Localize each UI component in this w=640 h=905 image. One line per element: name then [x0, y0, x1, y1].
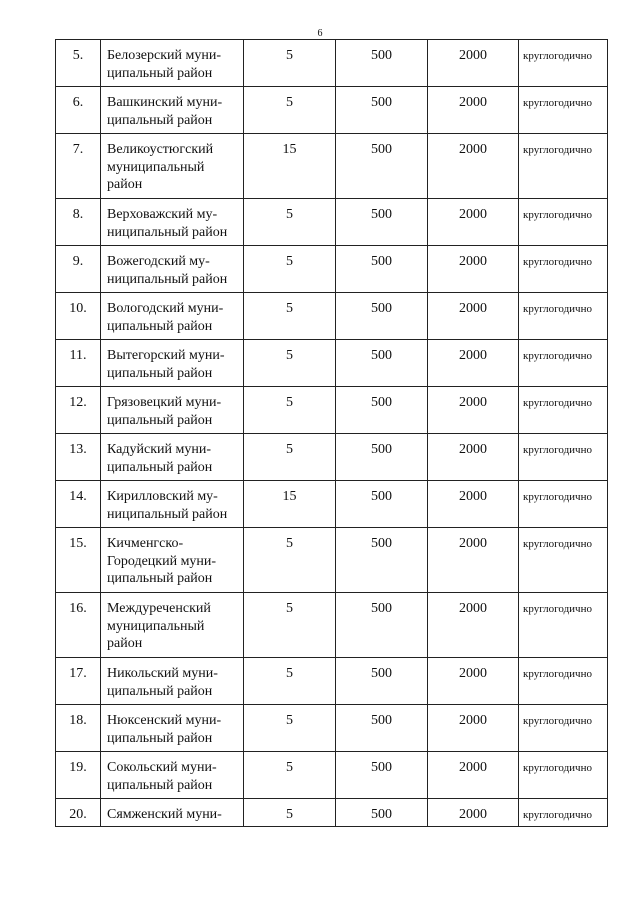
district-name-line: ципальный район	[107, 683, 213, 699]
value-v3: 2000	[428, 799, 519, 827]
period: круглогодично	[519, 40, 608, 87]
period: круглогодично	[519, 293, 608, 340]
table-row	[56, 199, 608, 246]
value-v1: 5	[244, 658, 336, 705]
value-v2: 500	[336, 434, 428, 481]
value-v2: 500	[336, 528, 428, 593]
period: круглогодично	[519, 481, 608, 528]
district-name-line: Вашкинский муни-	[107, 95, 223, 110]
district-name	[101, 481, 244, 528]
value-v3: 2000	[428, 752, 519, 799]
table-row	[56, 705, 608, 752]
district-name-line: ниципальный район	[107, 506, 228, 522]
row-number: 13.	[56, 434, 101, 481]
district-name	[101, 40, 244, 87]
value-v2: 500	[336, 705, 428, 752]
value-v3: 2000	[428, 705, 519, 752]
district-name-line: Сокольский муни-	[107, 760, 217, 775]
value-v1: 5	[244, 199, 336, 246]
value-v3: 2000	[428, 340, 519, 387]
value-v3: 2000	[428, 293, 519, 340]
district-name-line: ципальный район	[107, 412, 213, 428]
row-number: 20.	[56, 799, 101, 827]
period: круглогодично	[519, 705, 608, 752]
row-number: 11.	[56, 340, 101, 387]
district-name-line: Верховажский му-	[107, 207, 218, 222]
row-number: 15.	[56, 528, 101, 593]
district-name	[101, 87, 244, 134]
value-v1: 5	[244, 528, 336, 593]
value-v2: 500	[336, 246, 428, 293]
district-name-line: Грязовецкий муни-	[107, 395, 222, 410]
value-v2: 500	[336, 40, 428, 87]
district-name-line: муниципальный	[107, 618, 205, 634]
district-name-line: район	[107, 177, 143, 192]
district-name-line: Городецкий муни-	[107, 553, 217, 569]
district-name-line: ципальный район	[107, 318, 213, 334]
value-v2: 500	[336, 87, 428, 134]
district-name	[101, 528, 244, 593]
value-v1: 5	[244, 799, 336, 827]
row-number: 16.	[56, 593, 101, 658]
value-v2: 500	[336, 593, 428, 658]
value-v1: 5	[244, 40, 336, 87]
period: круглогодично	[519, 593, 608, 658]
table-row	[56, 340, 608, 387]
district-name	[101, 340, 244, 387]
value-v2: 500	[336, 481, 428, 528]
value-v1: 15	[244, 134, 336, 199]
district-name-line: Нюксенский муни-	[107, 713, 222, 728]
value-v3: 2000	[428, 199, 519, 246]
table-row	[56, 799, 608, 827]
value-v1: 5	[244, 387, 336, 434]
district-name-line: ципальный район	[107, 777, 213, 793]
row-number: 19.	[56, 752, 101, 799]
district-name-line: Вологодский муни-	[107, 301, 224, 316]
value-v1: 5	[244, 752, 336, 799]
district-name-line: ципальный район	[107, 365, 213, 381]
period: круглогодично	[519, 799, 608, 827]
value-v3: 2000	[428, 481, 519, 528]
table-row	[56, 87, 608, 134]
row-number: 6.	[56, 87, 101, 134]
table-row	[56, 658, 608, 705]
district-name-line: ципальный район	[107, 65, 213, 81]
value-v1: 5	[244, 434, 336, 481]
value-v2: 500	[336, 752, 428, 799]
row-number: 10.	[56, 293, 101, 340]
district-name-line: Никольский муни-	[107, 666, 218, 681]
value-v3: 2000	[428, 40, 519, 87]
row-number: 5.	[56, 40, 101, 87]
value-v1: 5	[244, 705, 336, 752]
value-v3: 2000	[428, 593, 519, 658]
value-v3: 2000	[428, 387, 519, 434]
value-v2: 500	[336, 799, 428, 827]
period: круглогодично	[519, 134, 608, 199]
period: круглогодично	[519, 752, 608, 799]
period: круглогодично	[519, 658, 608, 705]
value-v3: 2000	[428, 658, 519, 705]
row-number: 18.	[56, 705, 101, 752]
value-v3: 2000	[428, 528, 519, 593]
value-v1: 5	[244, 87, 336, 134]
page-number: 6	[317, 28, 323, 39]
value-v3: 2000	[428, 87, 519, 134]
value-v3: 2000	[428, 134, 519, 199]
table-row	[56, 387, 608, 434]
district-name	[101, 246, 244, 293]
row-number: 17.	[56, 658, 101, 705]
row-number: 12.	[56, 387, 101, 434]
district-name-line: ципальный район	[107, 730, 213, 746]
row-number: 14.	[56, 481, 101, 528]
district-name	[101, 658, 244, 705]
district-name	[101, 434, 244, 481]
district-name	[101, 705, 244, 752]
district-name-line: Белозерский муни-	[107, 48, 221, 63]
value-v2: 500	[336, 658, 428, 705]
period: круглогодично	[519, 87, 608, 134]
district-name-line: муниципальный	[107, 159, 205, 175]
district-name-line: Сямженский муни-	[107, 807, 222, 822]
district-name-line: ципальный район	[107, 571, 213, 586]
district-name-line: ципальный район	[107, 112, 213, 128]
row-number: 8.	[56, 199, 101, 246]
table-row	[56, 434, 608, 481]
district-name-line: ниципальный район	[107, 271, 228, 287]
table-row	[56, 481, 608, 528]
value-v3: 2000	[428, 434, 519, 481]
period: круглогодично	[519, 246, 608, 293]
district-name-line: Вожегодский му-	[107, 254, 210, 269]
value-v1: 5	[244, 246, 336, 293]
district-name-line: ципальный район	[107, 459, 213, 475]
period: круглогодично	[519, 528, 608, 593]
district-name	[101, 293, 244, 340]
table-row	[56, 293, 608, 340]
district-name	[101, 199, 244, 246]
value-v2: 500	[336, 293, 428, 340]
value-v1: 5	[244, 593, 336, 658]
district-name	[101, 134, 244, 199]
district-name	[101, 799, 244, 827]
value-v2: 500	[336, 340, 428, 387]
table-row	[56, 593, 608, 658]
table-row	[56, 528, 608, 593]
table-row	[56, 40, 608, 87]
district-name-line: Великоустюгский	[107, 142, 214, 157]
district-table	[55, 39, 608, 827]
value-v3: 2000	[428, 246, 519, 293]
district-name-line: Кирилловский му-	[107, 489, 218, 504]
district-name-line: Вытегорский муни-	[107, 348, 225, 363]
table-row	[56, 134, 608, 199]
value-v1: 15	[244, 481, 336, 528]
value-v1: 5	[244, 340, 336, 387]
value-v1: 5	[244, 293, 336, 340]
district-name-line: Междуреченский	[107, 601, 211, 616]
district-name	[101, 593, 244, 658]
period: круглогодично	[519, 434, 608, 481]
row-number: 9.	[56, 246, 101, 293]
row-number: 7.	[56, 134, 101, 199]
district-name	[101, 387, 244, 434]
district-name	[101, 752, 244, 799]
district-name-line: Кичменгско-	[107, 536, 184, 551]
value-v2: 500	[336, 199, 428, 246]
period: круглогодично	[519, 387, 608, 434]
value-v2: 500	[336, 387, 428, 434]
table-row	[56, 752, 608, 799]
value-v2: 500	[336, 134, 428, 199]
district-name-line: ниципальный район	[107, 224, 228, 240]
district-name-line: район	[107, 636, 143, 651]
table-row	[56, 246, 608, 293]
period: круглогодично	[519, 340, 608, 387]
district-name-line: Кадуйский муни-	[107, 442, 211, 457]
period: круглогодично	[519, 199, 608, 246]
table-body	[56, 40, 608, 827]
